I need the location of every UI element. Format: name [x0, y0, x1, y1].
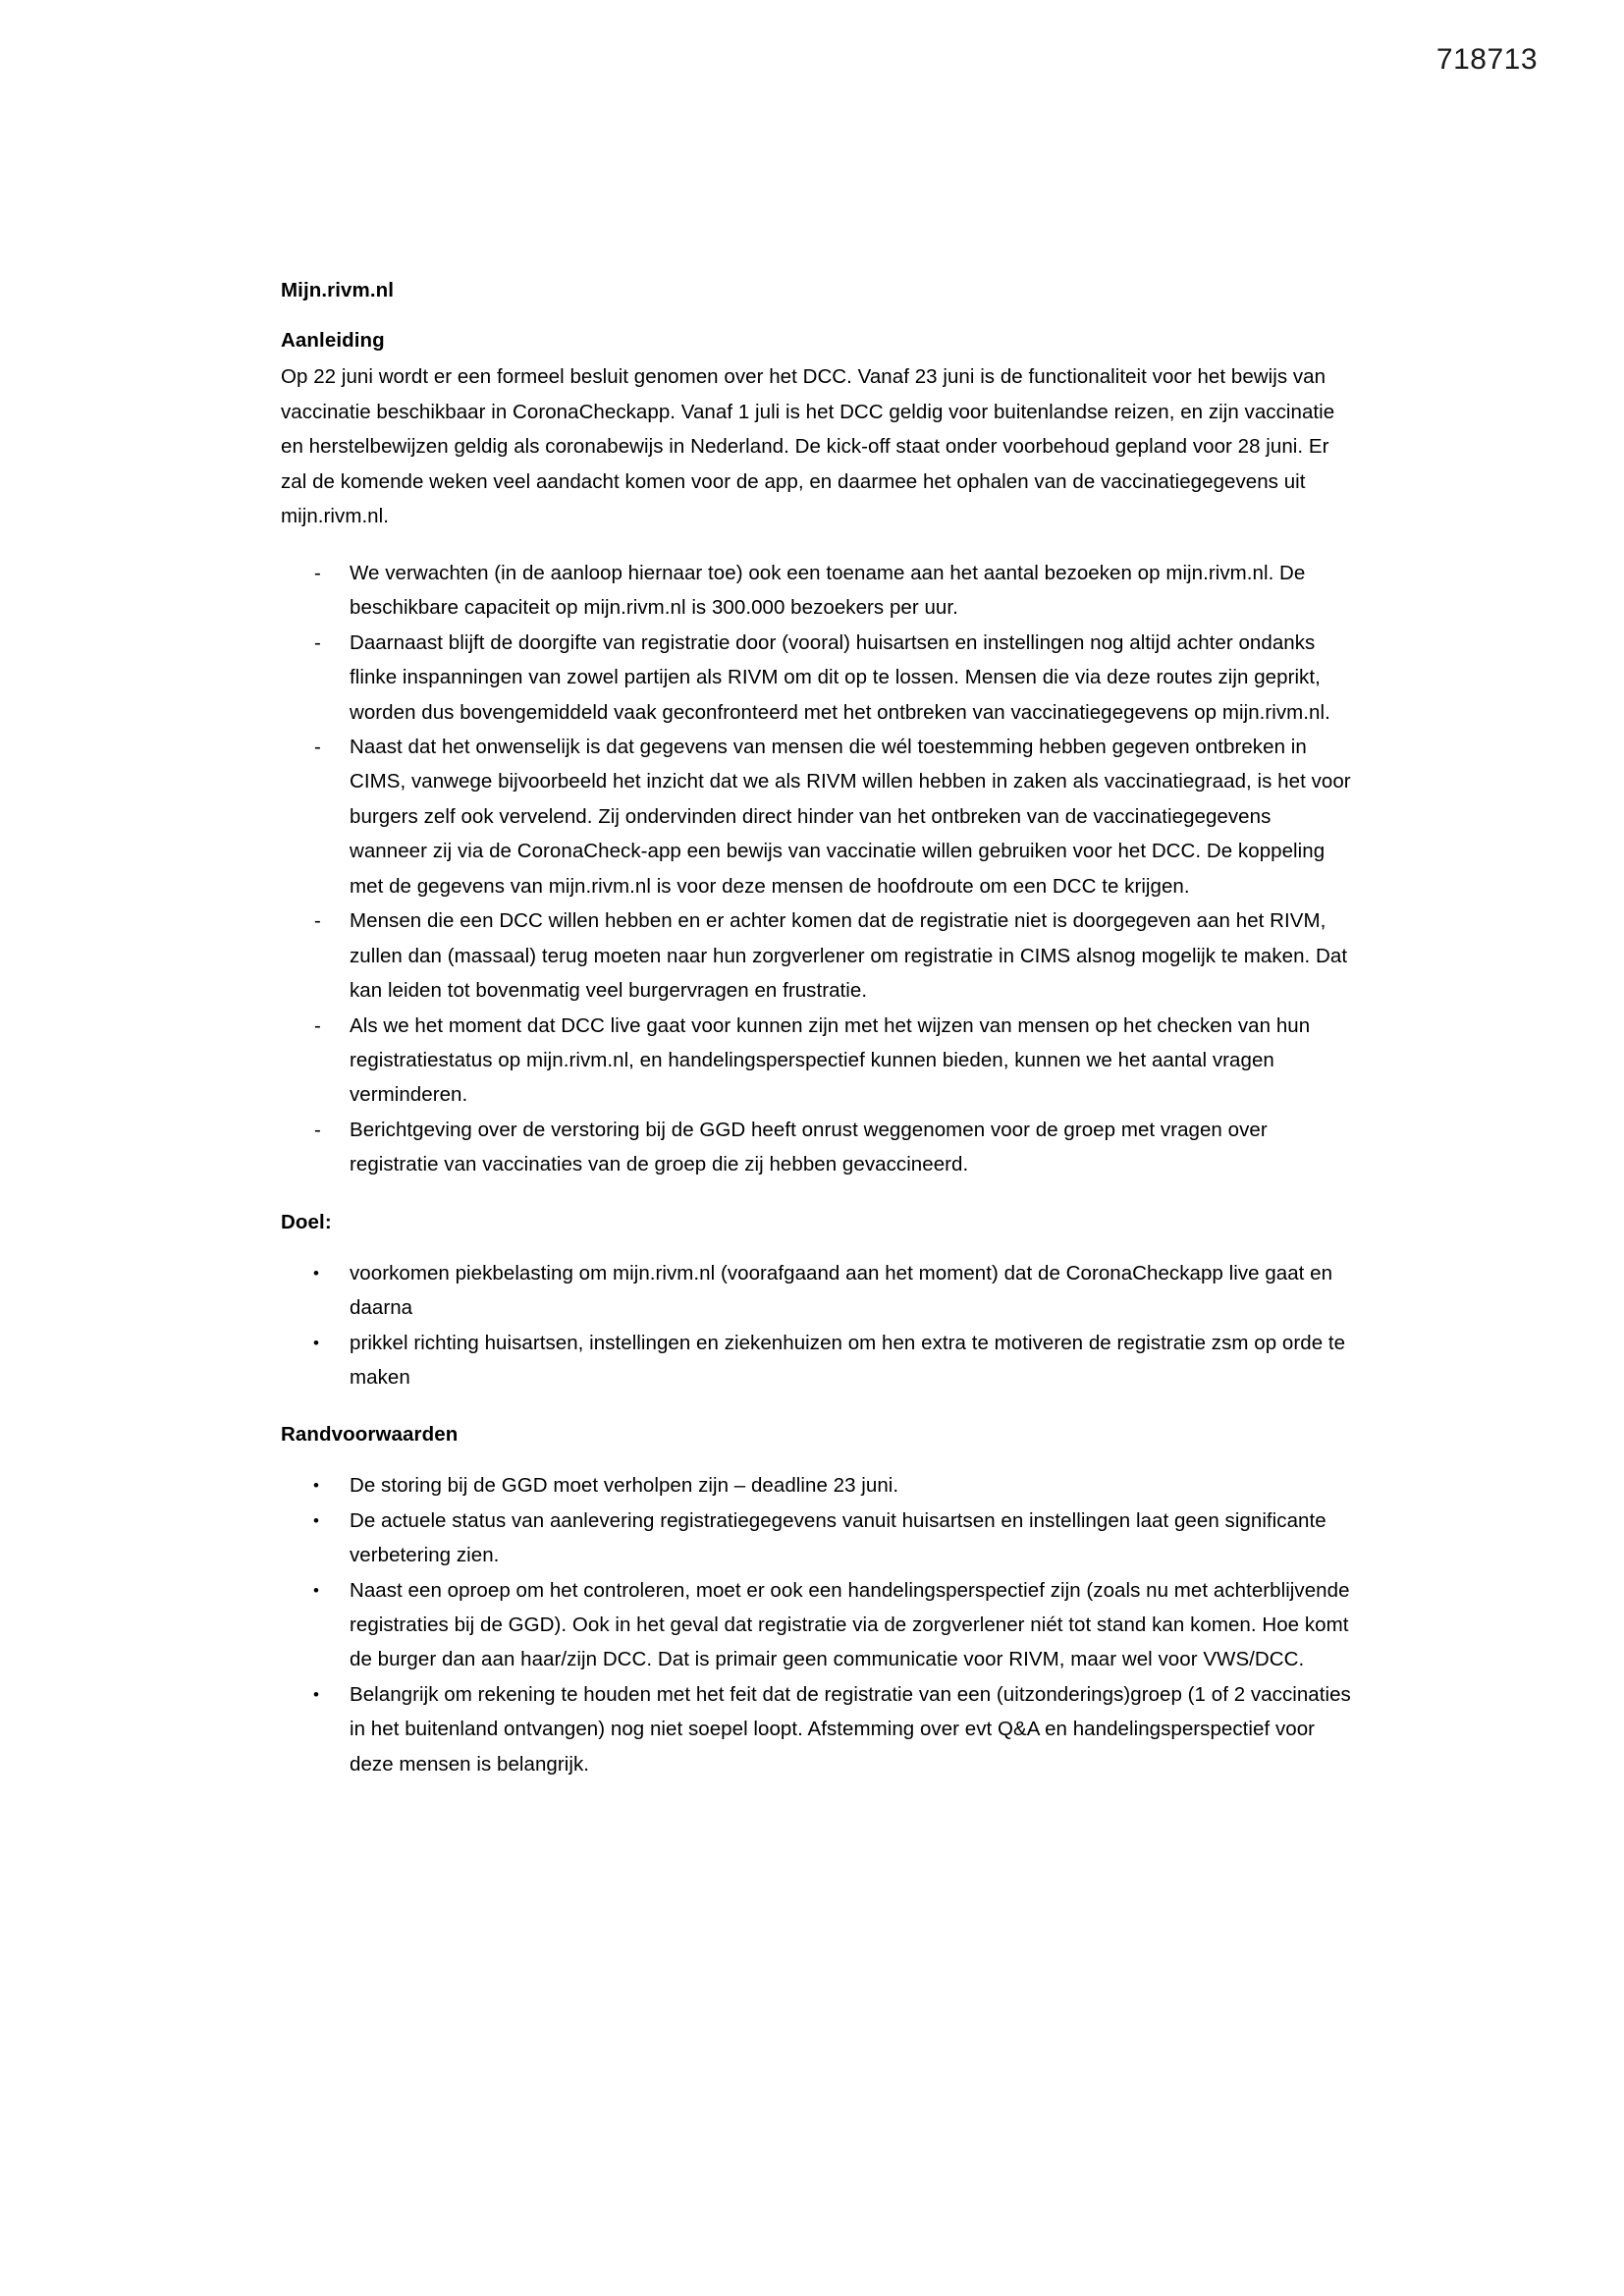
- section-heading-doel: Doel:: [281, 1210, 332, 1233]
- dash-marker-icon: -: [314, 735, 321, 758]
- list-item: [281, 1256, 1353, 1326]
- bullet-marker-icon: •: [313, 1333, 320, 1352]
- dash-marker-icon: -: [314, 561, 321, 584]
- list-item-text: Mensen die een DCC willen hebben en er achter komen dat de registratie niet is doorgegeven aan het RIVM, zullen dan (massaal) terug moeten naar hun zorgverlener om registratie in CIMS alsnog mogelijk te maken. Dat kan leiden tot bovenmatig veel burgervragen en frustratie.: [350, 909, 1348, 1003]
- doel-bullet-list: [281, 1256, 1353, 1395]
- bullet-marker-icon: •: [313, 1263, 320, 1283]
- section-doel: [281, 1208, 1353, 1395]
- document-title: Mijn.rivm.nl: [281, 279, 395, 301]
- section-heading-aanleiding: Aanleiding: [281, 328, 385, 352]
- section-spacer: [281, 1182, 1353, 1208]
- bullet-marker-icon: •: [313, 1684, 320, 1704]
- list-item-text: Belangrijk om rekening te houden met het feit dat de registratie van een (uitzonderings)groep (1 of 2 vaccinaties in het buitenland ontvangen) nog niet soepel loopt. Afstemming over evt Q&A en handelingsperspectief voor deze mensen is belangrijk.: [350, 1682, 1351, 1776]
- dash-marker-icon: -: [314, 1118, 321, 1141]
- section-heading-randvoorwaarden: Randvoorwaarden: [281, 1423, 459, 1447]
- list-item-text: De storing bij de GGD moet verholpen zijn – deadline 23 juni.: [350, 1474, 899, 1498]
- dash-marker-icon: -: [314, 630, 321, 654]
- list-item-text: voorkomen piekbelasting om mijn.rivm.nl (voorafgaand aan het moment) dat de CoronaCheckapp live gaat en daarna: [350, 1261, 1333, 1320]
- list-item-text: Naast dat het onwenselijk is dat gegevens van mensen die wél toestemming hebben gegeven ontbreken in CIMS, vanwege bijvoorbeeld het inzicht dat we als RIVM willen hebben in zaken als vaccinatiegraad, is het voor burgers zelf ook vervelend. Zij ondervinden direct hinder van het ontbreken van de vaccinatiegegevens wanneer zij via de CoronaCheck-app een bewijs van vaccinatie willen gebruiken voor het DCC. De koppeling met de gegevens van mijn.rivm.nl is voor deze mensen de hoofdroute om een DCC te krijgen.: [350, 735, 1351, 898]
- intro-paragraph: Op 22 juni wordt er een formeel besluit genomen over het DCC. Vanaf 23 juni is de functionaliteit voor het bewijs van vaccinatie beschikbaar in CoronaCheckapp. Vanaf 1 juli is het DCC geldig voor buitenlandse reizen, en zijn vaccinatie en herstelbewijzen geldig als coronabewijs in Nederland. De kick-off staat onder voorbehoud gepland voor 28 juni. Er zal de komende weken veel aandacht komen voor de app, en daarmee het ophalen van de vaccinatiegegevens uit mijn.rivm.nl.: [281, 365, 1335, 528]
- list-item: [281, 903, 1353, 1008]
- aanleiding-bullet-list: [281, 556, 1353, 1182]
- bullet-marker-icon: •: [313, 1580, 320, 1600]
- list-item: [281, 1677, 1353, 1781]
- list-item-text: Berichtgeving over de verstoring bij de GGD heeft onrust weggenomen voor de groep met vragen over registratie van vaccinaties van de groep die zij hebben gevaccineerd.: [350, 1118, 1268, 1176]
- list-item-text: Als we het moment dat DCC live gaat voor kunnen zijn met het wijzen van mensen op het checken van hun registratiestatus op mijn.rivm.nl, en handelingsperspectief kunnen bieden, kunnen we het aantal vragen verminderen.: [350, 1013, 1311, 1107]
- list-item: [281, 556, 1353, 626]
- list-item-text: De actuele status van aanlevering registratiegegevens vanuit huisartsen en instellingen laat geen significante verbetering zien.: [350, 1508, 1326, 1567]
- list-item: [281, 1009, 1353, 1113]
- section-randvoorwaarden: [281, 1420, 1353, 1781]
- list-item-text: Daarnaast blijft de doorgifte van registratie door (vooral) huisartsen en instellingen nog altijd achter ondanks flinke inspanningen van zowel partijen als RIVM om dit op te lossen. Mensen die via deze routes zijn geprikt, worden dus bovengemiddeld vaak geconfronteerd met het ontbreken van vaccinatiegegevens op mijn.rivm.nl.: [350, 630, 1330, 724]
- document-body: [281, 277, 1353, 1781]
- section-spacer: [281, 1394, 1353, 1420]
- list-item-text: prikkel richting huisartsen, instellingen en ziekenhuizen om hen extra te motiveren de registratie zsm op orde te maken: [350, 1331, 1346, 1389]
- bullet-marker-icon: •: [313, 1510, 320, 1530]
- list-item: [281, 730, 1353, 903]
- section-aanleiding: [281, 326, 1353, 1182]
- dash-marker-icon: -: [314, 909, 321, 933]
- list-item: [281, 1113, 1353, 1182]
- randvoorwaarden-bullet-list: [281, 1468, 1353, 1781]
- bullet-marker-icon: •: [313, 1476, 320, 1496]
- list-item-text: Naast een oproep om het controleren, moet er ook een handelingsperspectief zijn (zoals nu met achterblijvende registraties bij de GGD). Ook in het geval dat registratie via de zorgverlener niét tot stand kan komen. Hoe komt de burger dan aan haar/zijn DCC. Dat is primair geen communicatie voor RIVM, maar wel voor VWS/DCC.: [350, 1578, 1350, 1671]
- list-item: [281, 626, 1353, 730]
- list-item-text: We verwachten (in de aanloop hiernaar toe) ook een toename aan het aantal bezoeken op mijn.rivm.nl. De beschikbare capaciteit op mijn.rivm.nl is 300.000 bezoekers per uur.: [350, 561, 1306, 620]
- list-item: [281, 1468, 1353, 1503]
- dash-marker-icon: -: [314, 1013, 321, 1037]
- list-item: [281, 1326, 1353, 1395]
- list-item: [281, 1503, 1353, 1573]
- list-item: [281, 1573, 1353, 1677]
- page-number-header: 718713: [1435, 43, 1538, 76]
